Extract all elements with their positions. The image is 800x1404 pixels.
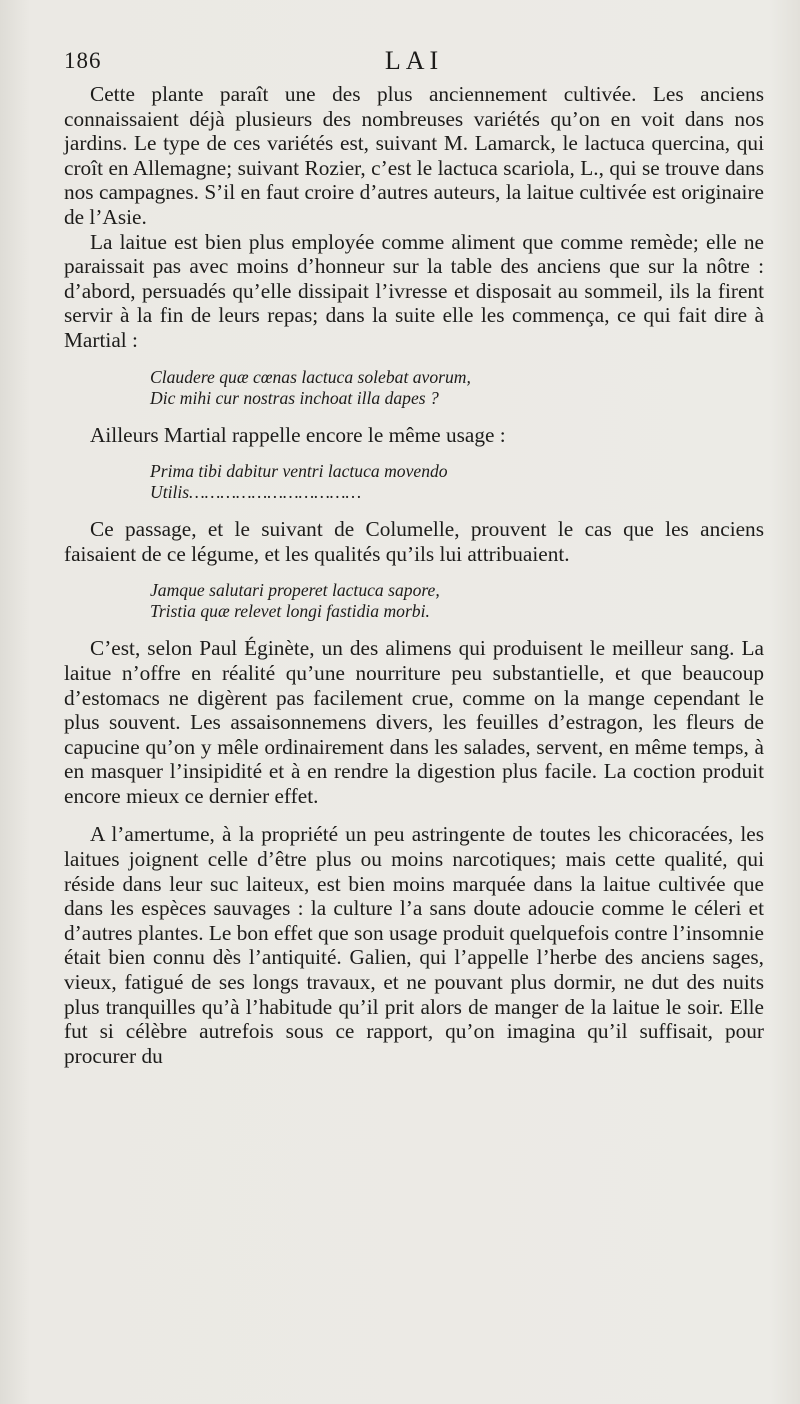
verse-line: Jamque salutari properet lactuca sapore, (150, 580, 440, 601)
verse-line: Prima tibi dabitur ventri lactuca movendo (150, 461, 448, 482)
paragraph-usage: La laitue est bien plus employée comme aliment que comme remède; elle ne paraissait pas avec moins d’honneur sur la table des anciens que sur la nôtre : d’abord, persuadés qu’elle dissipait l’ivresse et disposait au sommeil, ils la firent servir à la fin de leurs repas; dans la suite elle les commença, ce qui fait dire à Martial : (64, 229, 764, 352)
paragraph-eginete: C’est, selon Paul Éginète, un des alimens qui produisent le meilleur sang. La laitue n’offre en réalité qu’une nourriture peu substantielle, et que beaucoup d’estomacs ne digèrent pas facilement crue, comme on la mange cependant le plus souvent. Les assaisonnemens divers, les feuilles d’estragon, les fleurs de capucine qu’on y mêle ordinairement dans les salades, servent, en même temps, à en masquer l’insipidité et à en rendre la digestion plus facile. La coction produit encore mieux ce dernier effet. (64, 636, 764, 808)
verse-martial-2 (150, 461, 764, 503)
verse-columelle (150, 580, 764, 622)
paragraph-amertume: A l’amertume, à la propriété un peu astringente de toutes les chicoracées, les laitues joignent celle d’être plus ou moins narcotiques; mais cette qualité, qui réside dans leur suc laiteux, est bien moins marquée dans la laitue cultivée que dans les espèces sauvages : la culture l’a sans doute adoucie comme le céleri et d’autres plantes. Le bon effet que son usage produit quelquefois contre l’insomnie était bien connu dès l’antiquité. Galien, qui l’appelle l’herbe des anciens sages, vieux, fatigué de ses longs travaux, et ne pouvant plus dormir, ne dut des nuits plus tranquilles qu’à l’habitude qu’il prit alors de manger de la laitue le soir. Elle fut si célèbre autrefois sous ce rapport, qu’on imagina qu’il suffisait, pour procurer du (64, 822, 764, 1068)
page-header (64, 46, 764, 82)
paragraph-martial-again: Ailleurs Martial rappelle encore le même usage : (90, 422, 506, 447)
verse-line: Tristia quæ relevet longi fastidia morbi. (150, 601, 430, 622)
verse-line: Dic mihi cur nostras inchoat illa dapes ? (150, 387, 439, 408)
paragraph-origin: Cette plante paraît une des plus anciennement cultivée. Les anciens connaissaient déjà plusieurs des nombreuses variétés qu’on en voit dans nos jardins. Le type de ces variétés est, suivant M. Lamarck, le lactuca quercina, qui croît en Allemagne; suivant Rozier, c’est le lactuca scariola, L., qui se trouve dans nos campagnes. S’il en faut croire d’autres auteurs, la laitue cultivée est originaire de l’Asie. (64, 82, 764, 229)
paragraph-columelle: Ce passage, et le suivant de Columelle, prouvent le cas que les anciens faisaient de ce légume, et les qualités qu’ils lui attribuaient. (64, 517, 764, 566)
running-head: LAI (384, 46, 444, 75)
verse-line: Claudere quæ cœnas lactuca solebat avorum, (150, 366, 471, 387)
verse-martial-1 (150, 367, 764, 409)
page-number: 186 (64, 48, 102, 73)
verse-line: Utilis…………………………… (150, 482, 362, 503)
